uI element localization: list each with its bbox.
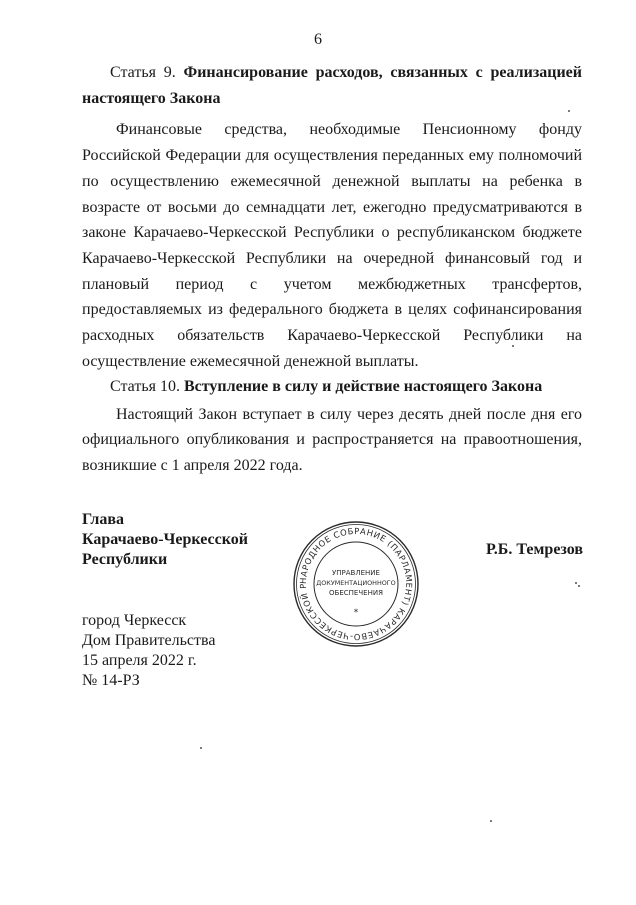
article-10-label: Статья 10. [110, 378, 180, 395]
place-and-date [82, 611, 215, 691]
place-city: город Черкесск [82, 612, 187, 629]
article-9-title: Финансирование расходов, связанных с реализацией настоящего Закона [82, 64, 583, 107]
article-9-heading [82, 60, 582, 111]
article-9-body: Финансовые средства, необходимые Пенсионному фонду Российской Федерации для осуществления переданных ему полномочий по осуществлению ежемесячной денежной выплаты на ребенка в возрасте от восьми до семнадцати лет, ежегодно предусматриваются в законе Карачаево-Черкесской Республики о республиканском бюджете Карачаево-Черкесской Республики на очередной финансовый год и плановый период с учетом межбюджетных трансфертов, предоставляемых из федерального бюджета в целях софинансирования расходных обязательств Карачаево-Черкесской Республики на осуществление ежемесячной денежной выплаты. [82, 121, 582, 370]
official-seal [291, 519, 421, 649]
signatory-title-line2: Карачаево-Черкесской [82, 531, 248, 548]
document-date: 15 апреля 2022 г. [82, 652, 197, 669]
document-number: № 14-РЗ [82, 672, 140, 689]
seal-star-icon: * [353, 608, 359, 618]
article-9-label: Статья 9. [110, 64, 176, 81]
signatory-title-line3: Республики [82, 551, 168, 568]
page-number: 6 [314, 31, 322, 48]
seal-center-line3: ОБЕСПЕЧЕНИЯ [329, 589, 383, 597]
article-9 [82, 60, 582, 374]
article-10-heading [82, 374, 582, 400]
signatory-title [82, 510, 248, 570]
seal-center-line1: УПРАВЛЕНИЕ [332, 569, 380, 577]
article-10-body: Настоящий Закон вступает в силу через десять дней после дня его официального опубликования и распространяется на правоотношения, возникшие с 1 апреля 2022 года. [82, 405, 582, 475]
article-10-title: Вступление в силу и действие настоящего Закона [183, 378, 543, 395]
article-10 [82, 374, 582, 479]
signatory-name: Р.Б. Темрезов [486, 541, 583, 558]
place-building: Дом Правительства [82, 632, 216, 649]
seal-center-line2: ДОКУМЕНТАЦИОННОГО [316, 579, 396, 587]
seal-outer-text: НАРОДНОЕ СОБРАНИЕ (ПАРЛАМЕНТ) КАРАЧАЕВО-ЧЕРКЕССКОЙ Р [297, 525, 415, 643]
signatory-title-line1: Глава [82, 511, 124, 528]
seal-graphic [291, 519, 421, 649]
